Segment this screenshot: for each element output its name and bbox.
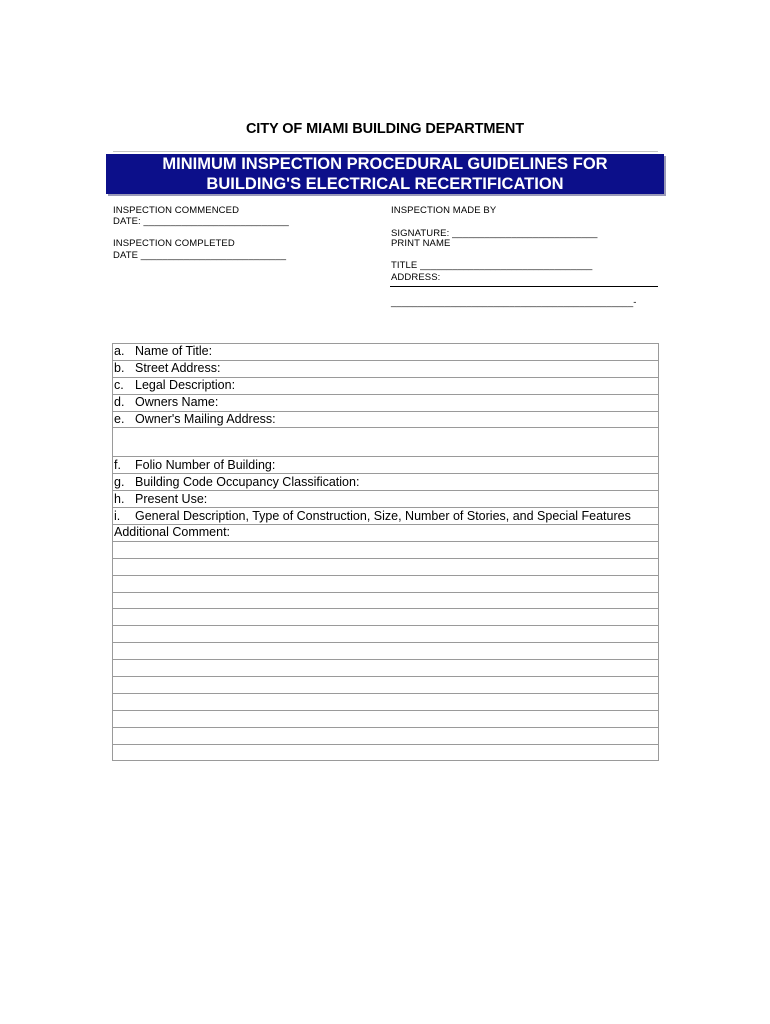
signature-field[interactable]: SIGNATURE: ___________________________	[391, 228, 598, 239]
table-row[interactable]	[113, 541, 659, 558]
table-row[interactable]	[113, 508, 659, 525]
banner-title-line-2: BUILDING'S ELECTRICAL RECERTIFICATION	[206, 175, 564, 193]
table-row[interactable]	[113, 428, 659, 457]
item-letter: d.	[114, 395, 125, 410]
item-label-owners-name: Owners Name:	[135, 395, 219, 410]
header-divider	[113, 151, 658, 152]
item-label-legal-description: Legal Description:	[135, 378, 236, 393]
item-label-folio-number: Folio Number of Building:	[135, 457, 276, 472]
table-row[interactable]	[113, 344, 659, 361]
item-label-mailing-address: Owner's Mailing Address:	[135, 412, 276, 426]
table-row[interactable]	[113, 609, 659, 626]
item-label-general-description: General Description, Type of Construction, Size, Number of Stories, and Special Features	[135, 508, 631, 523]
table-row[interactable]	[113, 626, 659, 643]
table-row[interactable]	[113, 660, 659, 677]
title-field[interactable]: TITLE ________________________________	[391, 260, 593, 271]
table-row[interactable]	[113, 592, 659, 609]
banner-title-line-1: MINIMUM INSPECTION PROCEDURAL GUIDELINES FOR	[162, 155, 608, 173]
item-letter: b.	[114, 361, 125, 376]
item-letter: c.	[114, 378, 124, 393]
commenced-date-field[interactable]: DATE: ___________________________	[113, 216, 289, 227]
item-label-present-use: Present Use:	[135, 491, 208, 506]
item-letter: f.	[114, 457, 121, 472]
item-label-street-address: Street Address:	[135, 361, 221, 376]
property-info-table	[112, 343, 659, 761]
table-row[interactable]	[113, 693, 659, 710]
table-row[interactable]	[113, 411, 659, 428]
table-row[interactable]	[113, 377, 659, 394]
item-letter: h.	[114, 491, 125, 506]
address-field[interactable]: _____________________________________________-	[391, 297, 637, 308]
table-row[interactable]	[113, 525, 659, 542]
completed-date-field[interactable]: DATE ___________________________	[113, 250, 287, 261]
item-letter: e.	[114, 412, 125, 426]
table-row[interactable]	[113, 457, 659, 474]
additional-comment-label: Additional Comment:	[114, 525, 231, 540]
address-label: ADDRESS:	[391, 272, 441, 283]
item-label-name-of-title: Name of Title:	[135, 344, 213, 359]
item-label-occupancy-classification: Building Code Occupancy Classification:	[135, 474, 360, 489]
table-row[interactable]	[113, 360, 659, 377]
table-row[interactable]	[113, 744, 659, 761]
table-row[interactable]	[113, 677, 659, 694]
item-letter: a.	[114, 344, 125, 359]
inspection-made-by-label: INSPECTION MADE BY	[391, 205, 497, 216]
table-row[interactable]	[113, 727, 659, 744]
inspection-commenced-label: INSPECTION COMMENCED	[113, 205, 240, 216]
item-letter: g.	[114, 474, 125, 489]
item-letter: i.	[114, 508, 121, 523]
table-row[interactable]	[113, 575, 659, 592]
table-row[interactable]	[113, 710, 659, 727]
table-row[interactable]	[113, 643, 659, 660]
table-row[interactable]	[113, 394, 659, 411]
table-row[interactable]	[113, 491, 659, 508]
table-row[interactable]	[113, 474, 659, 491]
department-title: CITY OF MIAMI BUILDING DEPARTMENT	[245, 121, 525, 137]
table-row[interactable]	[113, 558, 659, 575]
form-title-banner	[106, 154, 664, 194]
inspection-completed-label: INSPECTION COMPLETED	[113, 238, 235, 249]
address-divider	[390, 286, 658, 287]
print-name-label: PRINT NAME	[391, 238, 451, 249]
